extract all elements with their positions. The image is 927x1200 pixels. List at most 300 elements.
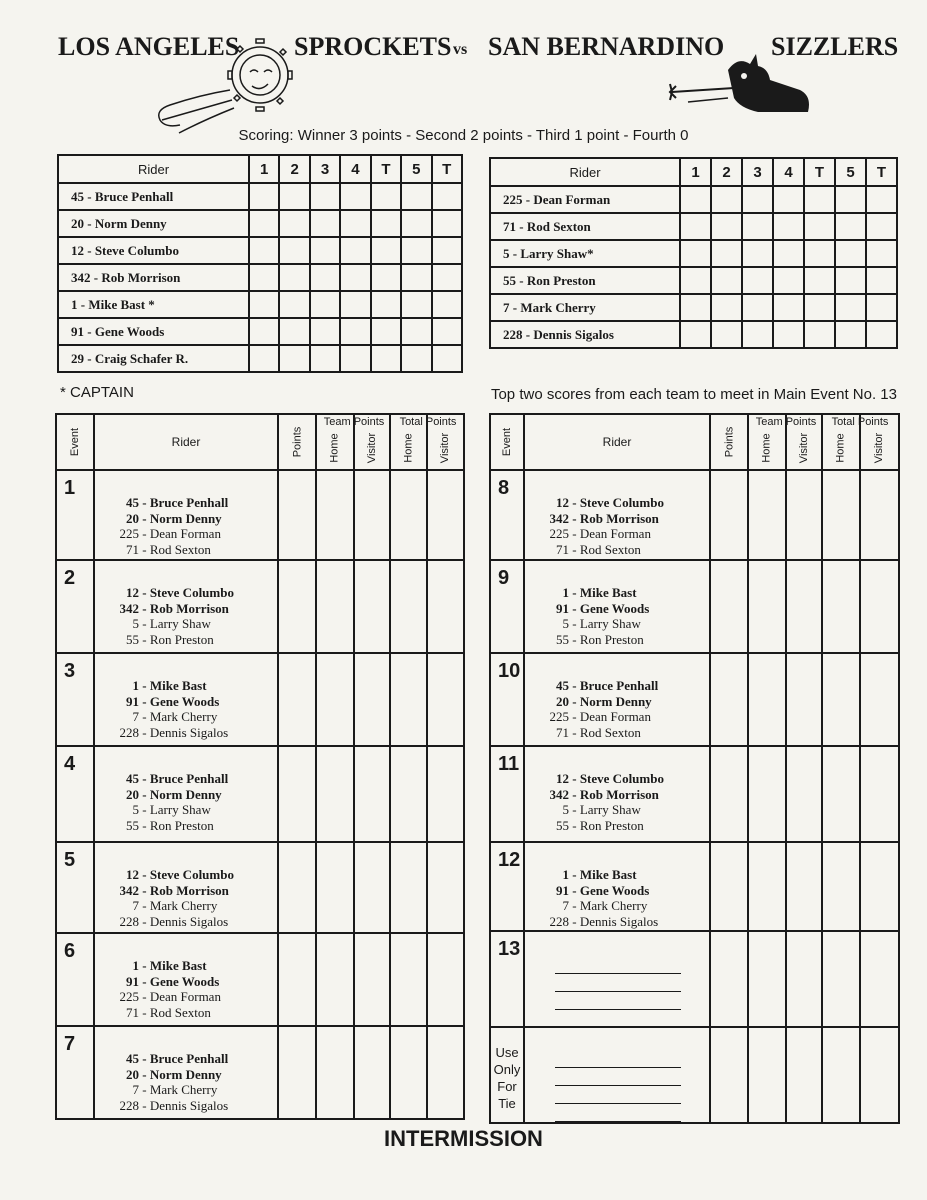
score-cell[interactable]: [390, 470, 427, 560]
event-number: 4: [56, 746, 94, 842]
event-number: 5: [56, 842, 94, 933]
event-rider: [95, 771, 277, 787]
score-cell[interactable]: [390, 560, 427, 653]
score-cell[interactable]: [310, 183, 340, 210]
event-rider: [525, 725, 709, 741]
rider-name: - Rob Morrison: [139, 882, 229, 898]
score-cell[interactable]: [316, 470, 354, 560]
score-cell[interactable]: [249, 210, 279, 237]
roster-score-header: T: [866, 158, 897, 186]
rider-number: 45: [126, 1051, 139, 1066]
roster-row: [490, 240, 897, 267]
score-cell[interactable]: [390, 746, 427, 842]
score-cell[interactable]: [804, 213, 835, 240]
rider-number: 228: [119, 913, 139, 929]
event-row: [56, 842, 464, 933]
tie-label-word: Only: [493, 1062, 521, 1077]
rider-number: 5: [132, 616, 139, 631]
score-cell[interactable]: [860, 746, 899, 842]
score-cell[interactable]: [835, 186, 866, 213]
event-riders: [524, 931, 710, 1027]
score-cell[interactable]: [427, 653, 464, 746]
rider-name: - Rob Morrison: [569, 510, 659, 526]
main-event-note: Top two scores from each team to meet in Main Event No. 13: [490, 386, 897, 403]
score-cell[interactable]: [249, 237, 279, 264]
rider-number: 7: [132, 898, 139, 913]
score-cell[interactable]: [316, 933, 354, 1026]
rider-name: - Steve Columbo: [569, 495, 664, 510]
roster-row: [58, 183, 462, 210]
score-cell[interactable]: [249, 291, 279, 318]
rider-header: Rider: [524, 414, 710, 470]
score-cell[interactable]: [371, 291, 401, 318]
rider-number: 5: [132, 802, 139, 817]
rider-name: - Bruce Penhall: [139, 495, 229, 510]
blank-rider-line[interactable]: [555, 1050, 681, 1068]
score-cell[interactable]: [354, 1026, 390, 1119]
score-cell[interactable]: [371, 183, 401, 210]
rider-name: - Bruce Penhall: [139, 1051, 229, 1066]
score-cell[interactable]: [249, 264, 279, 291]
score-cell[interactable]: [822, 470, 860, 560]
score-cell[interactable]: [432, 210, 462, 237]
total-home-label: Home: [402, 433, 415, 463]
event-row: [490, 470, 899, 560]
score-cell[interactable]: [711, 213, 742, 240]
score-cell[interactable]: [354, 560, 390, 653]
score-cell[interactable]: [316, 560, 354, 653]
score-cell[interactable]: [354, 746, 390, 842]
score-cell[interactable]: [249, 318, 279, 345]
team-home-label: Home: [761, 433, 773, 463]
event-rider: [95, 867, 277, 883]
rider-name: - Norm Denny: [139, 510, 222, 526]
score-cell[interactable]: [748, 1027, 786, 1123]
event-rider: [525, 511, 709, 527]
event-row: [490, 653, 899, 746]
score-cell[interactable]: [773, 294, 804, 321]
score-cell[interactable]: [860, 842, 899, 931]
event-rider: [95, 1051, 277, 1067]
score-cell[interactable]: [340, 210, 370, 237]
score-cell[interactable]: [860, 931, 899, 1027]
event-row: [490, 842, 899, 931]
score-cell[interactable]: [835, 294, 866, 321]
score-cell[interactable]: [822, 842, 860, 931]
rider-number: 5: [562, 616, 569, 631]
score-cell[interactable]: [371, 237, 401, 264]
score-cell[interactable]: [710, 931, 748, 1027]
score-cell[interactable]: [279, 345, 309, 372]
score-cell[interactable]: [371, 264, 401, 291]
roster-rider: 7 - Mark Cherry: [490, 294, 680, 321]
score-cell[interactable]: [278, 560, 316, 653]
roster-score-header: 4: [773, 158, 804, 186]
score-cell[interactable]: [390, 842, 427, 933]
score-cell[interactable]: [786, 1027, 822, 1123]
rider-name: - Steve Columbo: [569, 771, 664, 786]
score-cell[interactable]: [316, 842, 354, 933]
score-cell[interactable]: [354, 653, 390, 746]
points-header-label: Points: [722, 426, 735, 458]
roster-rider: 71 - Rod Sexton: [490, 213, 680, 240]
score-cell[interactable]: [340, 345, 370, 372]
score-cell[interactable]: [340, 183, 370, 210]
event-rider: [95, 914, 277, 930]
score-cell[interactable]: [860, 560, 899, 653]
score-cell[interactable]: [354, 470, 390, 560]
roster-row: [58, 318, 462, 345]
rider-number: 55: [126, 631, 139, 647]
score-cell[interactable]: [822, 1027, 860, 1123]
score-cell[interactable]: [401, 291, 431, 318]
event-number: 7: [56, 1026, 94, 1119]
score-cell[interactable]: [804, 294, 835, 321]
rider-name: - Mark Cherry: [569, 898, 648, 913]
rider-number: 228: [119, 1097, 139, 1113]
rider-name: - Rod Sexton: [139, 541, 211, 557]
score-cell[interactable]: [249, 345, 279, 372]
roster-rider: 12 - Steve Columbo: [58, 237, 249, 264]
roster-rider-header: Rider: [490, 158, 680, 186]
score-cell[interactable]: [804, 240, 835, 267]
event-rider: [95, 1098, 277, 1114]
score-cell[interactable]: [866, 321, 897, 348]
rider-number: 55: [126, 817, 139, 833]
score-cell[interactable]: [835, 267, 866, 294]
event-rider: [525, 914, 709, 930]
event-number: 2: [56, 560, 94, 653]
score-cell[interactable]: [773, 213, 804, 240]
total-home-label: Home: [835, 433, 847, 463]
score-cell[interactable]: [786, 931, 822, 1027]
score-cell[interactable]: [680, 267, 711, 294]
score-cell[interactable]: [310, 237, 340, 264]
event-number: 11: [490, 746, 524, 842]
score-cell[interactable]: [354, 842, 390, 933]
rider-number: 342: [119, 600, 139, 616]
score-cell[interactable]: [742, 213, 773, 240]
score-cell[interactable]: [354, 933, 390, 1026]
roster-row: [58, 210, 462, 237]
score-cell[interactable]: [432, 237, 462, 264]
score-cell[interactable]: [786, 560, 822, 653]
score-cell[interactable]: [401, 183, 431, 210]
event-rider: [95, 511, 277, 527]
score-cell[interactable]: [427, 842, 464, 933]
score-cell[interactable]: [316, 653, 354, 746]
rider-name: - Gene Woods: [569, 600, 650, 616]
event-rider: [95, 802, 277, 818]
rider-number: 1: [562, 867, 569, 882]
score-cell[interactable]: [773, 267, 804, 294]
rider-number: 1: [562, 585, 569, 600]
score-cell[interactable]: [711, 267, 742, 294]
score-cell[interactable]: [680, 321, 711, 348]
event-header: [56, 414, 94, 470]
rider-number: 91: [556, 882, 569, 898]
score-cell[interactable]: [401, 237, 431, 264]
rider-number: 225: [119, 989, 139, 1004]
score-cell[interactable]: [710, 653, 748, 746]
vs-label: vs: [453, 41, 468, 58]
score-cell[interactable]: [866, 186, 897, 213]
score-cell[interactable]: [401, 264, 431, 291]
score-cell[interactable]: [711, 321, 742, 348]
event-rider: [95, 694, 277, 710]
rider-name: - Ron Preston: [569, 817, 644, 833]
score-cell[interactable]: [310, 210, 340, 237]
score-cell[interactable]: [401, 345, 431, 372]
score-cell[interactable]: [316, 1026, 354, 1119]
roster-rider: 29 - Craig Schafer R.: [58, 345, 249, 372]
rider-number: 71: [556, 541, 569, 557]
score-cell[interactable]: [710, 746, 748, 842]
score-cell[interactable]: [786, 470, 822, 560]
score-cell[interactable]: [742, 294, 773, 321]
score-cell[interactable]: [340, 291, 370, 318]
event-rider: [95, 1005, 277, 1021]
event-rider: [95, 883, 277, 899]
blank-rider-line[interactable]: [555, 1068, 681, 1086]
rider-name: - Dean Forman: [569, 526, 651, 541]
rider-name: - Norm Denny: [569, 693, 652, 709]
score-cell[interactable]: [822, 560, 860, 653]
event-riders: [524, 560, 710, 653]
points-header: [278, 414, 316, 470]
score-cell[interactable]: [710, 842, 748, 931]
score-cell[interactable]: [279, 183, 309, 210]
score-cell[interactable]: [432, 291, 462, 318]
score-cell[interactable]: [340, 237, 370, 264]
score-cell[interactable]: [710, 1027, 748, 1123]
score-cell[interactable]: [427, 470, 464, 560]
score-cell[interactable]: [278, 653, 316, 746]
sprocket-gear-logo: [150, 30, 300, 140]
event-rider: [525, 771, 709, 787]
roster-rider: 342 - Rob Morrison: [58, 264, 249, 291]
score-cell[interactable]: [786, 653, 822, 746]
rider-number: 71: [126, 541, 139, 557]
score-cell[interactable]: [804, 321, 835, 348]
rider-name: - Rod Sexton: [139, 1004, 211, 1020]
event-rider: [525, 709, 709, 725]
rider-number: 20: [126, 510, 139, 526]
score-cell[interactable]: [711, 186, 742, 213]
event-riders: [94, 1026, 278, 1119]
score-cell[interactable]: [742, 321, 773, 348]
rider-name: - Larry Shaw: [139, 616, 211, 631]
score-cell[interactable]: [804, 186, 835, 213]
score-cell[interactable]: [742, 240, 773, 267]
score-cell[interactable]: [279, 237, 309, 264]
rider-name: - Dean Forman: [139, 989, 221, 1004]
score-cell[interactable]: [316, 746, 354, 842]
blank-rider-line[interactable]: [555, 974, 681, 992]
score-cell[interactable]: [432, 264, 462, 291]
score-cell[interactable]: [710, 560, 748, 653]
score-cell[interactable]: [432, 318, 462, 345]
score-cell[interactable]: [371, 345, 401, 372]
score-cell[interactable]: [390, 653, 427, 746]
heats-table-right: [489, 413, 900, 1124]
score-cell[interactable]: [711, 240, 742, 267]
roster-score-header: 1: [680, 158, 711, 186]
event-rider: [95, 526, 277, 542]
score-cell[interactable]: [786, 842, 822, 931]
blank-rider-line[interactable]: [555, 992, 681, 1010]
score-cell[interactable]: [742, 186, 773, 213]
tie-label-word: For: [497, 1079, 517, 1094]
event-number: 13: [490, 931, 524, 1027]
score-cell[interactable]: [866, 240, 897, 267]
score-cell[interactable]: [310, 264, 340, 291]
score-cell[interactable]: [427, 560, 464, 653]
event-rider: [95, 958, 277, 974]
score-cell[interactable]: [773, 186, 804, 213]
event-rider: [525, 867, 709, 883]
score-cell[interactable]: [711, 294, 742, 321]
score-cell[interactable]: [866, 294, 897, 321]
home-city: LOS ANGELES: [58, 32, 240, 61]
score-cell[interactable]: [748, 653, 786, 746]
score-cell[interactable]: [773, 321, 804, 348]
score-cell[interactable]: [427, 746, 464, 842]
roster-visitor: [489, 157, 898, 349]
rider-name: - Ron Preston: [569, 631, 644, 647]
event-riders: [94, 470, 278, 560]
score-cell[interactable]: [390, 933, 427, 1026]
score-cell[interactable]: [427, 1026, 464, 1119]
score-cell[interactable]: [822, 746, 860, 842]
score-cell[interactable]: [860, 470, 899, 560]
score-cell[interactable]: [748, 470, 786, 560]
score-cell[interactable]: [390, 1026, 427, 1119]
event-row: [56, 746, 464, 842]
intermission-label: INTERMISSION: [384, 1126, 543, 1151]
rider-number: 1: [132, 678, 139, 693]
roster-rider: 5 - Larry Shaw*: [490, 240, 680, 267]
score-cell[interactable]: [860, 1027, 899, 1123]
score-cell[interactable]: [371, 210, 401, 237]
rider-number: 342: [119, 882, 139, 898]
event-riders: [524, 470, 710, 560]
score-cell[interactable]: [748, 931, 786, 1027]
score-cell[interactable]: [804, 267, 835, 294]
tie-label-word: Use: [495, 1045, 519, 1060]
rider-number: 55: [556, 817, 569, 833]
rider-name: - Rob Morrison: [569, 786, 659, 802]
score-cell[interactable]: [680, 186, 711, 213]
roster-rider: 1 - Mike Bast *: [58, 291, 249, 318]
score-cell[interactable]: [340, 318, 370, 345]
score-cell[interactable]: [835, 213, 866, 240]
event-header: [490, 414, 524, 470]
score-cell[interactable]: [278, 1026, 316, 1119]
score-cell[interactable]: [279, 210, 309, 237]
rider-name: - Dennis Sigalos: [139, 913, 229, 929]
rider-name: - Gene Woods: [139, 973, 220, 989]
score-cell[interactable]: [401, 318, 431, 345]
score-cell[interactable]: [680, 213, 711, 240]
score-cell[interactable]: [742, 267, 773, 294]
score-cell[interactable]: [866, 213, 897, 240]
roster-row: [58, 345, 462, 372]
rider-number: 12: [556, 771, 569, 786]
event-rider: [525, 802, 709, 818]
score-cell[interactable]: [401, 210, 431, 237]
rider-name: - Gene Woods: [569, 882, 650, 898]
blank-rider-line[interactable]: [555, 1104, 681, 1122]
score-cell[interactable]: [860, 653, 899, 746]
rider-name: - Rob Morrison: [139, 600, 229, 616]
score-cell[interactable]: [310, 318, 340, 345]
score-cell[interactable]: [432, 345, 462, 372]
team-visitor-label: Visitor: [366, 432, 378, 464]
roster-score-header: 3: [742, 158, 773, 186]
score-cell[interactable]: [748, 746, 786, 842]
score-cell[interactable]: [835, 240, 866, 267]
rider-name: - Dean Forman: [569, 709, 651, 724]
score-cell[interactable]: [310, 345, 340, 372]
score-cell[interactable]: [249, 183, 279, 210]
rider-number: 55: [556, 631, 569, 647]
event-rider: [525, 883, 709, 899]
score-cell[interactable]: [279, 264, 309, 291]
score-cell[interactable]: [340, 264, 370, 291]
score-cell[interactable]: [786, 746, 822, 842]
score-cell[interactable]: [278, 746, 316, 842]
blank-rider-line[interactable]: [555, 956, 681, 974]
score-cell[interactable]: [278, 470, 316, 560]
score-cell[interactable]: [773, 240, 804, 267]
score-cell[interactable]: [279, 291, 309, 318]
event-riders: [94, 653, 278, 746]
score-cell[interactable]: [710, 470, 748, 560]
rider-number: 228: [119, 724, 139, 740]
score-cell[interactable]: [748, 842, 786, 931]
blank-rider-line[interactable]: [555, 1086, 681, 1104]
score-cell[interactable]: [371, 318, 401, 345]
roster-home: [57, 154, 463, 373]
roster-score-header: 2: [711, 158, 742, 186]
rider-name: - Dennis Sigalos: [569, 913, 659, 929]
score-cell[interactable]: [278, 933, 316, 1026]
rider-name: - Rod Sexton: [569, 541, 641, 557]
score-cell[interactable]: [835, 321, 866, 348]
event-rider: [95, 616, 277, 632]
rider-name: - Ron Preston: [139, 631, 214, 647]
score-cell[interactable]: [866, 267, 897, 294]
roster-row: [490, 213, 897, 240]
score-cell[interactable]: [748, 560, 786, 653]
rider-number: 45: [126, 771, 139, 786]
score-cell[interactable]: [680, 294, 711, 321]
tie-label-word: Tie: [498, 1096, 516, 1111]
score-cell[interactable]: [278, 842, 316, 933]
score-cell[interactable]: [279, 318, 309, 345]
score-cell[interactable]: [680, 240, 711, 267]
event-rider: [525, 818, 709, 834]
score-cell[interactable]: [822, 931, 860, 1027]
score-cell[interactable]: [822, 653, 860, 746]
roster-row: [490, 267, 897, 294]
event-number: 3: [56, 653, 94, 746]
score-cell[interactable]: [310, 291, 340, 318]
score-cell[interactable]: [432, 183, 462, 210]
score-cell[interactable]: [427, 933, 464, 1026]
rider-number: 7: [132, 709, 139, 724]
